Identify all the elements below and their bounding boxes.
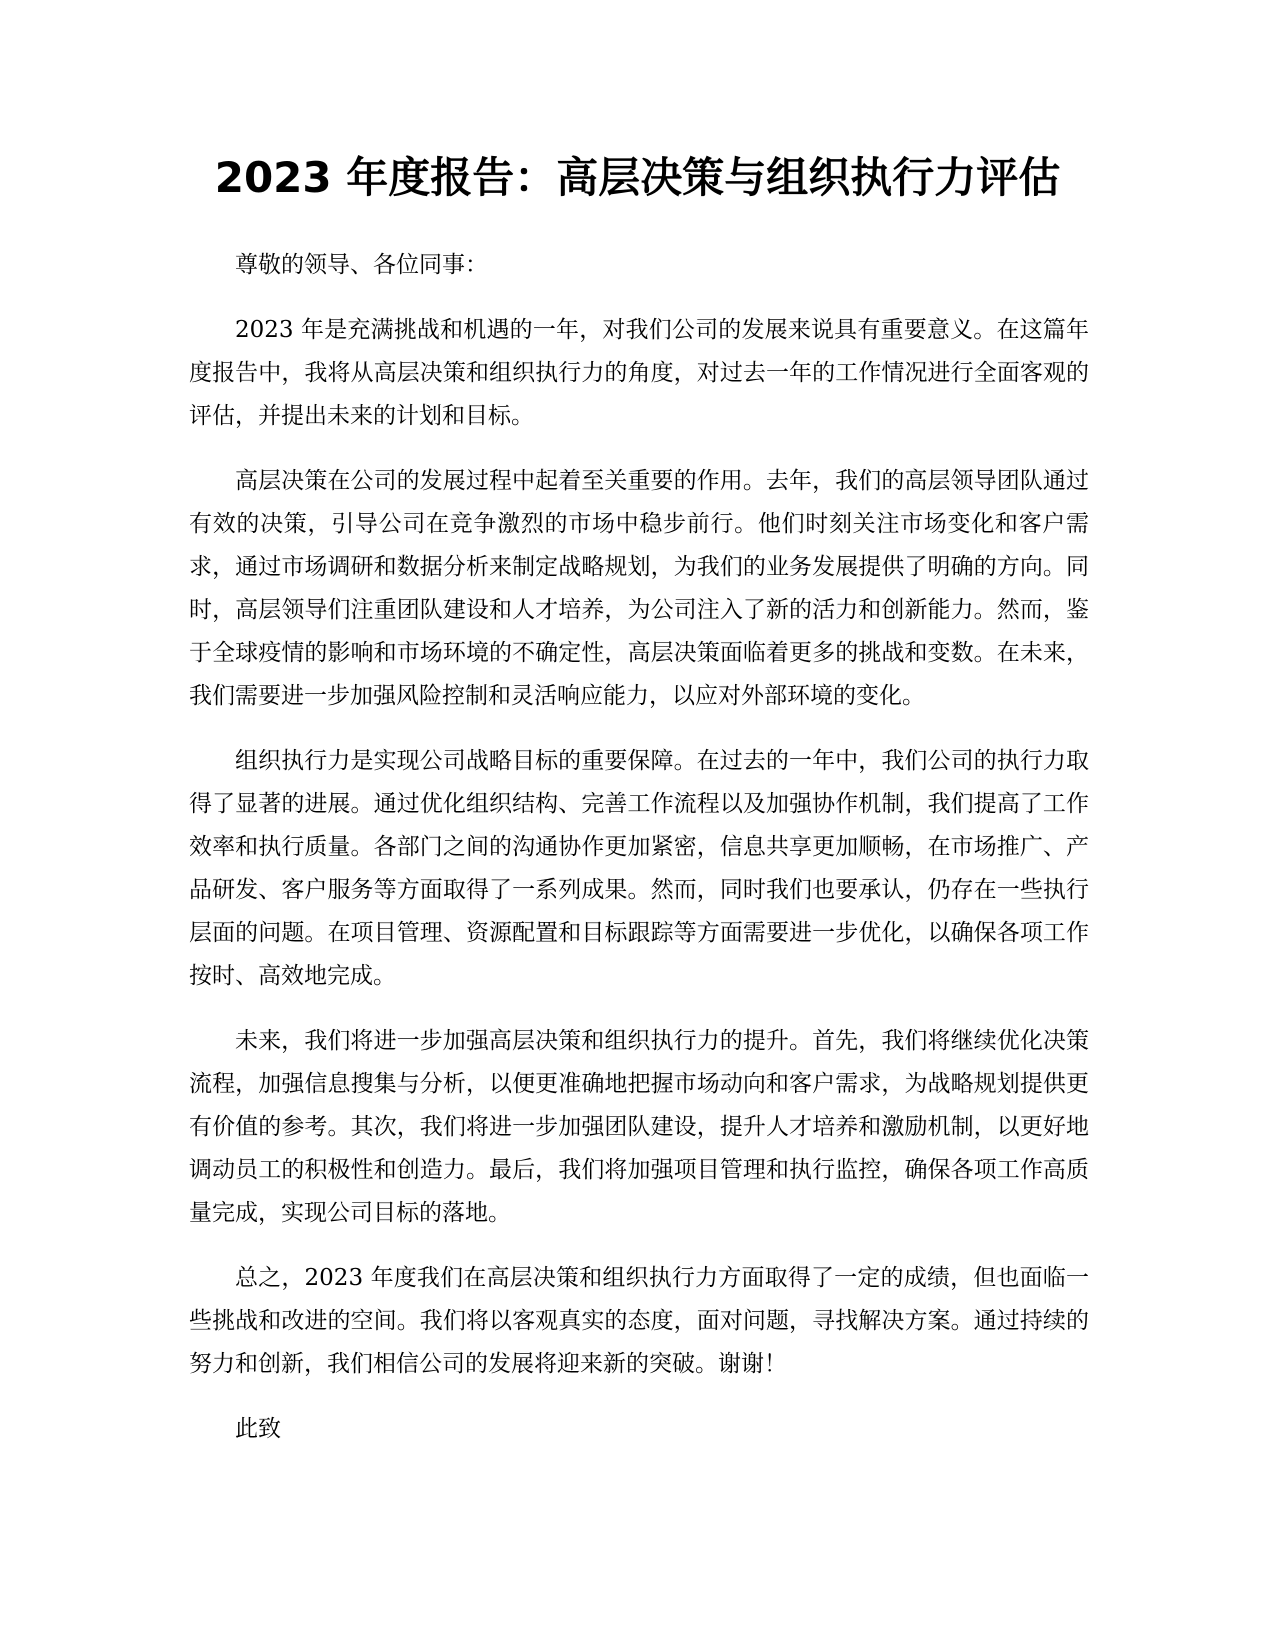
- closing: 此致: [235, 1416, 281, 1442]
- paragraph-future-plans: 未来，我们将进一步加强高层决策和组织执行力的提升。首先，我们将继续优化决策流程，加强信息搜集与分析，以便更准确地把握市场动向和客户需求，为战略规划提供更有价值的参考。其次，我们将进一步加强团队建设，提升人才培养和激励机制，以更好地调动员工的积极性和创造力。最后，我们将加强项目管理和执行监控，确保各项工作高质量完成，实现公司目标的落地。: [189, 1028, 1089, 1226]
- paragraph-intro: 2023 年是充满挑战和机遇的一年，对我们公司的发展来说具有重要意义。在这篇年度报告中，我将从高层决策和组织执行力的角度，对过去一年的工作情况进行全面客观的评估，并提出未来的计划和目标。: [189, 317, 1089, 429]
- document-title: 2023 年度报告：高层决策与组织执行力评估: [214, 153, 1061, 202]
- document-body: [189, 244, 1089, 1473]
- paragraph-conclusion: 总之，2023 年度我们在高层决策和组织执行力方面取得了一定的成绩，但也面临一些挑战和改进的空间。我们将以客观真实的态度，面对问题，寻找解决方案。通过持续的努力和创新，我们相信公司的发展将迎来新的突破。谢谢！: [189, 1265, 1089, 1377]
- paragraph-organizational-execution: 组织执行力是实现公司战略目标的重要保障。在过去的一年中，我们公司的执行力取得了显著的进展。通过优化组织结构、完善工作流程以及加强协作机制，我们提高了工作效率和执行质量。各部门之间的沟通协作更加紧密，信息共享更加顺畅，在市场推广、产品研发、客户服务等方面取得了一系列成果。然而，同时我们也要承认，仍存在一些执行层面的问题。在项目管理、资源配置和目标跟踪等方面需要进一步优化，以确保各项工作按时、高效地完成。: [189, 748, 1089, 989]
- salutation: 尊敬的领导、各位同事：: [235, 252, 488, 278]
- paragraph-leadership-decisions: 高层决策在公司的发展过程中起着至关重要的作用。去年，我们的高层领导团队通过有效的决策，引导公司在竞争激烈的市场中稳步前行。他们时刻关注市场变化和客户需求，通过市场调研和数据分析来制定战略规划，为我们的业务发展提供了明确的方向。同时，高层领导们注重团队建设和人才培养，为公司注入了新的活力和创新能力。然而，鉴于全球疫情的影响和市场环境的不确定性，高层决策面临着更多的挑战和变数。在未来，我们需要进一步加强风险控制和灵活响应能力，以应对外部环境的变化。: [189, 468, 1089, 709]
